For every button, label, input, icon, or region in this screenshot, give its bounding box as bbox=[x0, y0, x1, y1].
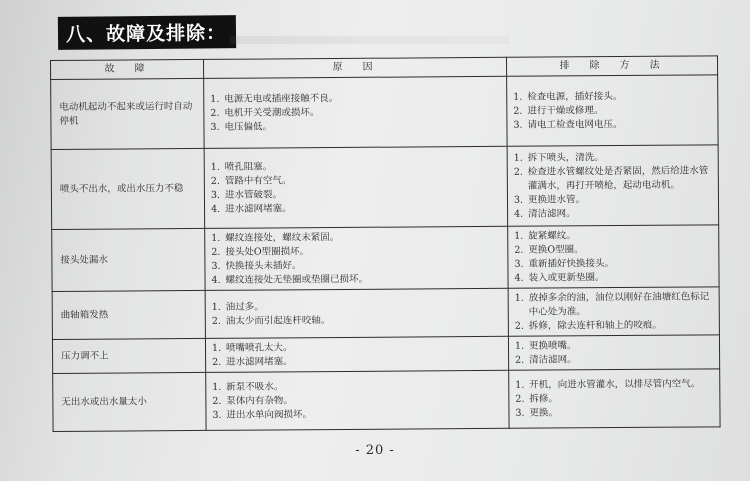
remedy-list bbox=[515, 290, 713, 333]
item-text: 拆修。 bbox=[529, 392, 558, 405]
fault-cell: 压力调不上 bbox=[52, 338, 205, 373]
bleed-through-text bbox=[230, 36, 510, 44]
fault-cell: 无出水或出水量太小 bbox=[53, 372, 206, 431]
item-text: 清洁滤网。 bbox=[528, 207, 576, 220]
cause-list bbox=[211, 158, 501, 216]
item-text: 更换。 bbox=[529, 406, 559, 419]
item-number: 3. bbox=[212, 409, 222, 421]
header-remedy: 排 除 方 法 bbox=[506, 56, 717, 76]
cause-list bbox=[212, 378, 502, 422]
cause-item bbox=[211, 200, 501, 216]
item-text: 管路中有空气。 bbox=[224, 174, 292, 187]
cause-cell bbox=[204, 146, 508, 228]
remedy-item bbox=[515, 391, 713, 406]
item-number: 2. bbox=[211, 315, 221, 327]
item-text: 泵体内有杂物。 bbox=[226, 394, 293, 407]
item-text: 拆下喷头，清洗。 bbox=[527, 151, 604, 164]
remedy-list bbox=[513, 89, 711, 132]
item-number: 3. bbox=[210, 189, 221, 201]
item-text: 电源无电或插座接触不良。 bbox=[224, 92, 339, 105]
item-number: 1. bbox=[212, 381, 222, 393]
remedy-item bbox=[514, 164, 712, 193]
remedy-item bbox=[514, 256, 712, 271]
item-number: 2. bbox=[514, 244, 524, 256]
remedy-item bbox=[515, 290, 713, 319]
item-text: 进水滤网堵塞。 bbox=[226, 355, 293, 368]
remedy-cell bbox=[507, 75, 718, 146]
item-number: 3. bbox=[513, 194, 524, 206]
remedy-item bbox=[514, 228, 712, 243]
remedy-item bbox=[513, 117, 711, 132]
cause-cell bbox=[206, 370, 509, 430]
item-text: 新泵不吸水。 bbox=[226, 380, 284, 393]
item-number: 2. bbox=[515, 354, 525, 366]
remedy-item bbox=[514, 242, 712, 257]
item-number: 3. bbox=[211, 260, 221, 272]
item-text: 喷孔阻塞。 bbox=[224, 160, 273, 173]
remedy-item bbox=[514, 150, 712, 165]
item-text: 进水管破裂。 bbox=[224, 188, 282, 201]
item-number: 4. bbox=[514, 272, 524, 284]
item-text: 重新插好快换接头。 bbox=[528, 257, 614, 270]
remedy-list bbox=[514, 228, 712, 285]
item-number: 1. bbox=[210, 93, 220, 105]
item-number: 2. bbox=[514, 320, 524, 332]
remedy-item bbox=[515, 377, 713, 392]
item-number: 3. bbox=[514, 258, 524, 270]
cause-item bbox=[210, 118, 500, 134]
item-text: 请电工检查电网电压。 bbox=[527, 118, 623, 131]
item-number: 2. bbox=[212, 395, 222, 407]
fault-cell: 喷头不出水，或出水压力不稳 bbox=[51, 148, 205, 229]
item-text: 更换进水管。 bbox=[527, 193, 586, 206]
item-text: 进行干燥或修理。 bbox=[527, 104, 604, 117]
cause-item bbox=[212, 353, 502, 369]
item-number: 2. bbox=[212, 356, 222, 368]
remedy-item bbox=[515, 318, 713, 333]
item-text: 快换接头未插好。 bbox=[225, 259, 302, 272]
item-text: 清洁滤网。 bbox=[529, 353, 577, 366]
remedy-cell bbox=[509, 369, 720, 428]
item-text: 旋紧螺纹。 bbox=[528, 229, 576, 242]
table-row bbox=[52, 335, 719, 374]
item-text: 油太少而引起连杆咬轴。 bbox=[225, 314, 331, 327]
table-row bbox=[51, 75, 718, 150]
table-row bbox=[52, 225, 719, 292]
fault-cell: 接头处漏水 bbox=[52, 228, 205, 291]
item-text: 接头处O型圈损坏。 bbox=[225, 245, 310, 258]
item-text: 检查电源，插好接头。 bbox=[527, 90, 623, 103]
remedy-item bbox=[515, 405, 713, 420]
item-number: 3. bbox=[515, 407, 525, 419]
header-fault: 故 障 bbox=[51, 59, 204, 79]
item-text: 进水滤网堵塞。 bbox=[225, 202, 292, 215]
remedy-item bbox=[514, 192, 712, 207]
table-row bbox=[53, 369, 720, 432]
cause-item bbox=[212, 406, 502, 422]
remedy-item bbox=[515, 338, 713, 353]
item-text: 更换O型圈。 bbox=[528, 243, 584, 256]
item-text: 进出水单向阀损坏。 bbox=[226, 408, 313, 421]
header-cause: 原 因 bbox=[203, 57, 506, 78]
item-number: 2. bbox=[210, 175, 220, 187]
cause-item bbox=[211, 271, 501, 287]
cause-cell bbox=[205, 336, 508, 372]
item-number: 2. bbox=[211, 246, 221, 258]
item-number: 4. bbox=[211, 274, 221, 286]
remedy-cell bbox=[508, 225, 719, 288]
remedy-list bbox=[515, 377, 713, 420]
remedy-item bbox=[513, 103, 711, 118]
item-number: 1. bbox=[514, 340, 525, 352]
remedy-cell bbox=[508, 287, 719, 336]
item-number: 1. bbox=[210, 161, 220, 173]
item-number: 1. bbox=[515, 379, 525, 391]
fault-cell: 电动机起动不起来或运行时自动停机 bbox=[51, 78, 204, 149]
cause-list bbox=[211, 229, 501, 287]
item-number: 1. bbox=[513, 91, 523, 103]
cause-list bbox=[212, 339, 502, 369]
section-heading: 八、故障及排除： bbox=[58, 15, 236, 50]
item-number: 1. bbox=[211, 232, 221, 244]
item-number: 1. bbox=[514, 292, 524, 304]
item-number: 3. bbox=[513, 119, 523, 131]
troubleshooting-table bbox=[50, 55, 721, 432]
item-text: 电压偏低。 bbox=[224, 120, 273, 133]
table-row bbox=[52, 287, 719, 340]
item-text: 检查进水管螺纹处是否紧固，然后给进水管灌满水，再打开喷枪，起动电动机。 bbox=[527, 164, 709, 192]
item-number: 1. bbox=[211, 342, 222, 354]
cause-cell bbox=[204, 76, 507, 148]
item-text: 装入或更新垫圈。 bbox=[528, 271, 605, 284]
remedy-item bbox=[514, 206, 712, 221]
remedy-cell bbox=[508, 335, 719, 370]
item-text: 电机开关受潮或损坏。 bbox=[224, 106, 320, 119]
item-text: 螺纹连接处无垫圈或垫圈已损坏。 bbox=[225, 273, 369, 286]
item-number: 4. bbox=[211, 203, 221, 215]
cause-cell bbox=[205, 288, 508, 338]
page-number: - 20 - bbox=[355, 443, 395, 458]
item-text: 螺纹连接处，螺纹未紧固。 bbox=[225, 231, 340, 244]
item-number: 3. bbox=[210, 121, 220, 133]
item-text: 放掉多余的油，油位以刚好在油塘红色标记中心处为准。 bbox=[528, 290, 710, 318]
item-number: 1. bbox=[513, 152, 523, 164]
cause-list bbox=[212, 298, 502, 328]
item-number: 2. bbox=[513, 105, 523, 117]
remedy-cell bbox=[507, 145, 719, 226]
remedy-item bbox=[515, 352, 713, 367]
item-text: 开机，向进水管灌水，以排尽管内空气。 bbox=[529, 377, 701, 391]
item-text: 拆修，除去连杆和轴上的咬痕。 bbox=[528, 319, 662, 332]
cause-cell bbox=[205, 226, 508, 290]
item-number: 2. bbox=[513, 166, 523, 178]
item-text: 更换喷嘴。 bbox=[528, 339, 577, 352]
item-number: 1. bbox=[514, 230, 524, 242]
fault-cell: 曲轴箱发热 bbox=[52, 290, 205, 339]
item-number: 2. bbox=[515, 393, 525, 405]
table-row bbox=[51, 145, 719, 230]
item-text: 喷嘴喷孔太大。 bbox=[225, 341, 293, 354]
item-number: 2. bbox=[210, 107, 220, 119]
item-text: 油过多。 bbox=[225, 301, 264, 313]
remedy-list bbox=[514, 150, 712, 221]
item-number: 4. bbox=[514, 208, 524, 220]
cause-list bbox=[210, 90, 500, 134]
item-number: 1. bbox=[211, 301, 221, 313]
remedy-list bbox=[515, 338, 713, 367]
remedy-item bbox=[514, 270, 712, 285]
cause-item bbox=[212, 312, 502, 328]
remedy-item bbox=[513, 89, 711, 104]
